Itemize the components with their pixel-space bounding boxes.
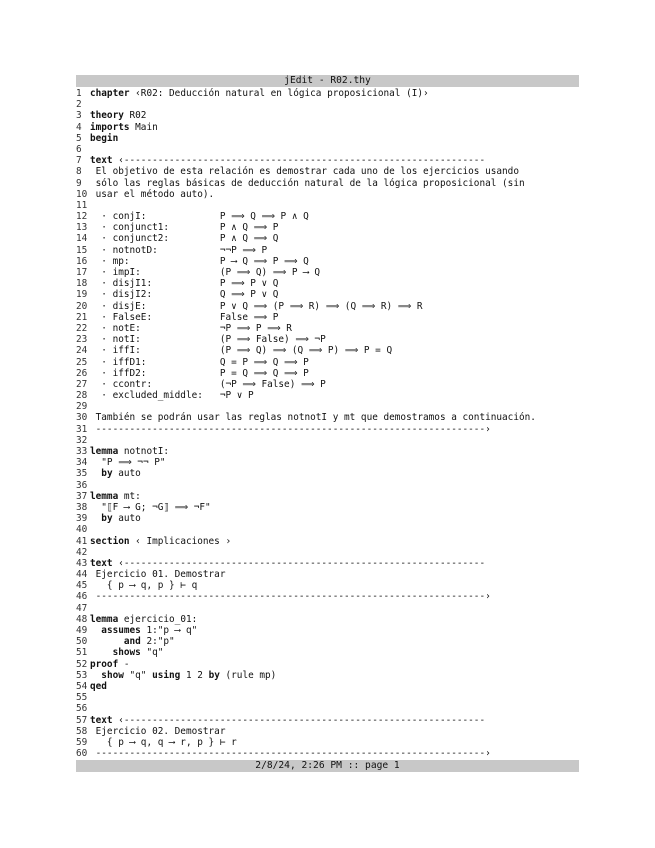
line-number: 51	[76, 647, 88, 659]
line-text	[90, 312, 579, 323]
code-line	[76, 267, 579, 278]
keyword: text	[90, 155, 113, 167]
code-line	[76, 715, 579, 726]
code-text: "q"	[140, 647, 164, 659]
keyword: show	[101, 669, 124, 681]
page-footer: 2/8/24, 2:26 PM :: page 1	[76, 760, 579, 772]
code-line	[76, 200, 579, 211]
line-number: 16	[76, 255, 88, 267]
page-header: jEdit - R02.thy	[76, 75, 579, 87]
code-line	[76, 457, 579, 468]
line-text	[90, 625, 579, 636]
line-text	[90, 88, 579, 99]
line-number: 39	[76, 513, 88, 525]
line-text	[90, 558, 579, 569]
keyword: text	[90, 714, 113, 726]
code-text: { p ⟶ q, p } ⊢ q	[90, 580, 198, 592]
keyword: lemma	[90, 490, 119, 502]
line-number: 52	[76, 658, 88, 670]
code-text: · ccontr: (¬P ⟹ False) ⟹ P	[90, 378, 326, 390]
code-line	[76, 278, 579, 289]
line-number: 40	[76, 524, 88, 536]
code-text: · notE: ¬P ⟹ P ⟹ R	[90, 322, 292, 334]
code-line	[76, 491, 579, 502]
code-text: (rule mp)	[219, 669, 277, 681]
code-line	[76, 390, 579, 401]
line-text	[90, 480, 579, 491]
line-number: 55	[76, 692, 88, 704]
code-line	[76, 591, 579, 602]
line-text	[90, 133, 579, 144]
code-line	[76, 323, 579, 334]
line-text	[90, 412, 579, 423]
line-text	[90, 513, 579, 524]
code-text: ‹----------------------------------------------------------------	[112, 557, 486, 569]
code-line	[76, 726, 579, 737]
code-text: auto	[112, 468, 141, 480]
code-text: · conjunct2: P ∧ Q ⟹ Q	[90, 233, 279, 245]
line-text	[90, 267, 579, 278]
line-number: 7	[76, 155, 82, 167]
code-text: · disjI2: Q ⟹ P ∨ Q	[90, 289, 279, 301]
line-text	[90, 703, 579, 714]
line-number: 56	[76, 703, 88, 715]
code-text: -	[118, 658, 130, 670]
code-text: · conjunct1: P ∧ Q ⟹ P	[90, 222, 279, 234]
code-line	[76, 357, 579, 368]
line-text	[90, 178, 579, 189]
code-line	[76, 502, 579, 513]
line-text	[90, 591, 579, 602]
line-text	[90, 166, 579, 177]
line-number: 15	[76, 244, 88, 256]
keyword: assumes	[101, 625, 141, 636]
code-text: ‹----------------------------------------------------------------	[112, 714, 486, 726]
code-line	[76, 301, 579, 312]
keyword: lemma	[90, 613, 119, 625]
line-text	[90, 636, 579, 647]
line-text	[90, 155, 579, 166]
code-line	[76, 580, 579, 591]
line-number: 44	[76, 569, 88, 581]
code-line	[76, 692, 579, 703]
line-number: 38	[76, 501, 88, 513]
line-text	[90, 536, 579, 547]
code-text: · mp: P ⟶ Q ⟹ P ⟹ Q	[90, 255, 309, 267]
line-text	[90, 189, 579, 200]
code-line	[76, 670, 579, 681]
line-text	[90, 245, 579, 256]
line-text	[90, 122, 579, 133]
code-line	[76, 133, 579, 144]
line-number: 27	[76, 378, 88, 390]
code-text: sólo las reglas básicas de deducción natural de la lógica proposicional (sin	[90, 177, 525, 189]
code-text: · notnotD: ¬¬P ⟹ P	[90, 244, 268, 256]
code-text: ---------------------------------------------------------------------›	[90, 591, 491, 603]
code-line	[76, 659, 579, 670]
line-number: 17	[76, 267, 88, 278]
line-text	[90, 200, 579, 211]
line-number: 41	[76, 535, 88, 547]
line-text	[90, 502, 579, 513]
code-line	[76, 524, 579, 535]
code-text: "P ⟹ ¬¬ P"	[90, 457, 166, 469]
line-text	[90, 211, 579, 222]
keyword: theory	[90, 110, 124, 122]
code-text	[90, 647, 113, 658]
line-number: 42	[76, 546, 88, 558]
code-line	[76, 569, 579, 580]
code-line	[76, 110, 579, 121]
line-text	[90, 547, 579, 558]
code-text: · FalseE: False ⟹ P	[90, 311, 279, 323]
line-text	[90, 99, 579, 110]
code-text: notnotI:	[118, 446, 170, 457]
line-text	[90, 357, 579, 368]
line-number: 31	[76, 423, 88, 435]
code-text: ---------------------------------------------------------------------›	[90, 423, 491, 435]
code-line	[76, 166, 579, 177]
line-number: 32	[76, 434, 88, 446]
code-line	[76, 703, 579, 714]
code-text	[90, 625, 101, 636]
line-number: 5	[76, 132, 82, 144]
code-line	[76, 603, 579, 614]
line-text	[90, 144, 579, 155]
line-text	[90, 580, 579, 591]
line-number: 11	[76, 199, 88, 211]
line-number: 26	[76, 367, 88, 379]
line-text	[90, 368, 579, 379]
line-number: 20	[76, 300, 88, 312]
code-line	[76, 178, 579, 189]
code-text: 1:"p ⟶ q"	[140, 625, 198, 636]
line-number: 37	[76, 490, 88, 502]
line-text	[90, 334, 579, 345]
code-line	[76, 345, 579, 356]
line-text	[90, 390, 579, 401]
line-text	[90, 222, 579, 233]
line-text	[90, 726, 579, 737]
keyword: by	[101, 468, 113, 480]
code-text: "q"	[123, 669, 153, 681]
line-text	[90, 670, 579, 681]
code-text: ‹R02: Deducción natural en lógica proposicional (I)›	[129, 88, 429, 99]
code-text: { p ⟶ q, q ⟶ r, p } ⊢ r	[90, 736, 237, 748]
code-line	[76, 189, 579, 200]
keyword: by	[208, 669, 220, 681]
line-number: 50	[76, 636, 88, 648]
code-line	[76, 681, 579, 692]
code-line	[76, 155, 579, 166]
code-line	[76, 144, 579, 155]
line-text	[90, 379, 579, 390]
line-number: 48	[76, 613, 88, 625]
line-number: 58	[76, 725, 88, 737]
code-line	[76, 748, 579, 759]
code-text: mt:	[118, 490, 141, 502]
line-text	[90, 737, 579, 748]
code-line	[76, 245, 579, 256]
code-text	[90, 636, 124, 647]
code-text	[90, 670, 101, 681]
line-number: 25	[76, 356, 88, 368]
code-text: ‹ Implicaciones ›	[129, 535, 232, 547]
code-listing	[76, 87, 579, 759]
keyword: shows	[112, 647, 141, 659]
line-number: 19	[76, 289, 88, 301]
line-number: 43	[76, 557, 88, 569]
line-number: 1	[76, 88, 82, 99]
code-text: Main	[129, 121, 158, 133]
line-text	[90, 424, 579, 435]
line-number: 14	[76, 233, 88, 245]
line-number: 21	[76, 311, 88, 323]
line-number: 53	[76, 669, 88, 681]
line-number: 49	[76, 625, 88, 636]
line-text	[90, 345, 579, 356]
line-number: 59	[76, 736, 88, 748]
code-text: R02	[123, 110, 147, 122]
line-number: 36	[76, 479, 88, 491]
line-number: 24	[76, 345, 88, 357]
line-text	[90, 614, 579, 625]
line-text	[90, 603, 579, 614]
line-number: 6	[76, 143, 82, 155]
line-text	[90, 748, 579, 759]
line-number: 60	[76, 748, 88, 760]
code-line	[76, 547, 579, 558]
code-text: · iffD2: P = Q ⟹ Q ⟹ P	[90, 367, 309, 379]
line-text	[90, 278, 579, 289]
line-text	[90, 457, 579, 468]
code-line	[76, 647, 579, 658]
code-line	[76, 468, 579, 479]
code-text: · excluded_middle: ¬P ∨ P	[90, 390, 254, 402]
line-text	[90, 256, 579, 267]
keyword: qed	[90, 680, 107, 692]
keyword: chapter	[90, 88, 130, 99]
line-text	[90, 323, 579, 334]
code-text: auto	[112, 513, 141, 525]
code-text: Ejercicio 01. Demostrar	[90, 569, 226, 581]
keyword: section	[90, 535, 130, 547]
code-line	[76, 401, 579, 412]
code-line	[76, 424, 579, 435]
code-line	[76, 625, 579, 636]
line-number: 22	[76, 322, 88, 334]
line-text	[90, 524, 579, 535]
code-line	[76, 636, 579, 647]
line-number: 46	[76, 591, 88, 603]
code-text: También se podrán usar las reglas notnotI y mt que demostramos a continuación.	[90, 412, 536, 424]
line-text	[90, 435, 579, 446]
code-text: ejercicio_01:	[118, 613, 198, 625]
line-text	[90, 647, 579, 658]
code-text: · iffD1: Q = P ⟹ Q ⟹ P	[90, 356, 309, 368]
keyword: and	[123, 636, 141, 648]
line-number: 33	[76, 446, 88, 457]
code-text: ‹----------------------------------------------------------------	[112, 155, 486, 167]
line-text	[90, 681, 579, 692]
line-number: 30	[76, 412, 88, 424]
line-number: 35	[76, 468, 88, 480]
line-number: 29	[76, 401, 88, 413]
keyword: imports	[90, 121, 130, 133]
line-number: 34	[76, 457, 88, 469]
keyword: proof	[90, 658, 119, 670]
line-number: 10	[76, 188, 88, 200]
code-line	[76, 122, 579, 133]
line-number: 3	[76, 110, 82, 122]
code-text: "⟦F ⟶ G; ¬G⟧ ⟹ ¬F"	[90, 501, 211, 513]
code-line	[76, 334, 579, 345]
code-line	[76, 312, 579, 323]
line-text	[90, 491, 579, 502]
code-text: · notI: (P ⟹ False) ⟹ ¬P	[90, 334, 326, 346]
code-text: Ejercicio 02. Demostrar	[90, 725, 226, 737]
code-line	[76, 446, 579, 457]
code-line	[76, 513, 579, 524]
line-number: 47	[76, 602, 88, 614]
line-number: 9	[76, 177, 82, 189]
code-text: · iffI: (P ⟹ Q) ⟹ (Q ⟹ P) ⟹ P = Q	[90, 345, 393, 357]
keyword: begin	[90, 132, 119, 144]
line-number: 12	[76, 211, 88, 223]
line-number: 45	[76, 580, 88, 592]
code-text: usar el método auto).	[90, 188, 215, 200]
keyword: text	[90, 557, 113, 569]
line-text	[90, 401, 579, 412]
code-text: · disjE: P ∨ Q ⟹ (P ⟹ R) ⟹ (Q ⟹ R) ⟹ R	[90, 300, 423, 312]
line-text	[90, 692, 579, 703]
code-text	[90, 468, 101, 479]
line-number: 18	[76, 278, 88, 290]
code-text: · conjI: P ⟹ Q ⟹ P ∧ Q	[90, 211, 309, 223]
line-text	[90, 301, 579, 312]
code-line	[76, 211, 579, 222]
line-text	[90, 659, 579, 670]
line-text	[90, 569, 579, 580]
line-number: 13	[76, 222, 88, 234]
code-text	[90, 513, 101, 524]
code-text: 1 2	[180, 669, 209, 681]
line-text	[90, 289, 579, 300]
keyword: by	[101, 513, 113, 525]
code-line	[76, 222, 579, 233]
code-line	[76, 233, 579, 244]
code-line	[76, 737, 579, 748]
line-text	[90, 233, 579, 244]
line-number: 57	[76, 714, 88, 726]
code-line	[76, 289, 579, 300]
code-text: · impI: (P ⟹ Q) ⟹ P ⟶ Q	[90, 267, 321, 278]
code-line	[76, 412, 579, 423]
code-line	[76, 256, 579, 267]
line-text	[90, 446, 579, 457]
code-line	[76, 536, 579, 547]
keyword: lemma	[90, 446, 119, 457]
code-line	[76, 379, 579, 390]
line-number: 4	[76, 121, 82, 133]
code-line	[76, 558, 579, 569]
printed-page	[76, 75, 579, 772]
code-line	[76, 88, 579, 99]
line-number: 8	[76, 166, 82, 178]
line-text	[90, 715, 579, 726]
line-number: 28	[76, 390, 88, 402]
code-line	[76, 99, 579, 110]
code-line	[76, 435, 579, 446]
keyword: using	[152, 669, 181, 681]
line-text	[90, 110, 579, 121]
code-text: 2:"p"	[140, 636, 175, 648]
line-number: 54	[76, 680, 88, 692]
line-text	[90, 468, 579, 479]
code-line	[76, 480, 579, 491]
code-line	[76, 368, 579, 379]
code-line	[76, 614, 579, 625]
code-text: El objetivo de esta relación es demostrar cada uno de los ejercicios usando	[90, 166, 519, 178]
code-text: ---------------------------------------------------------------------›	[90, 748, 491, 760]
code-text: · disjI1: P ⟹ P ∨ Q	[90, 278, 279, 290]
line-number: 2	[76, 99, 82, 111]
line-number: 23	[76, 334, 88, 346]
